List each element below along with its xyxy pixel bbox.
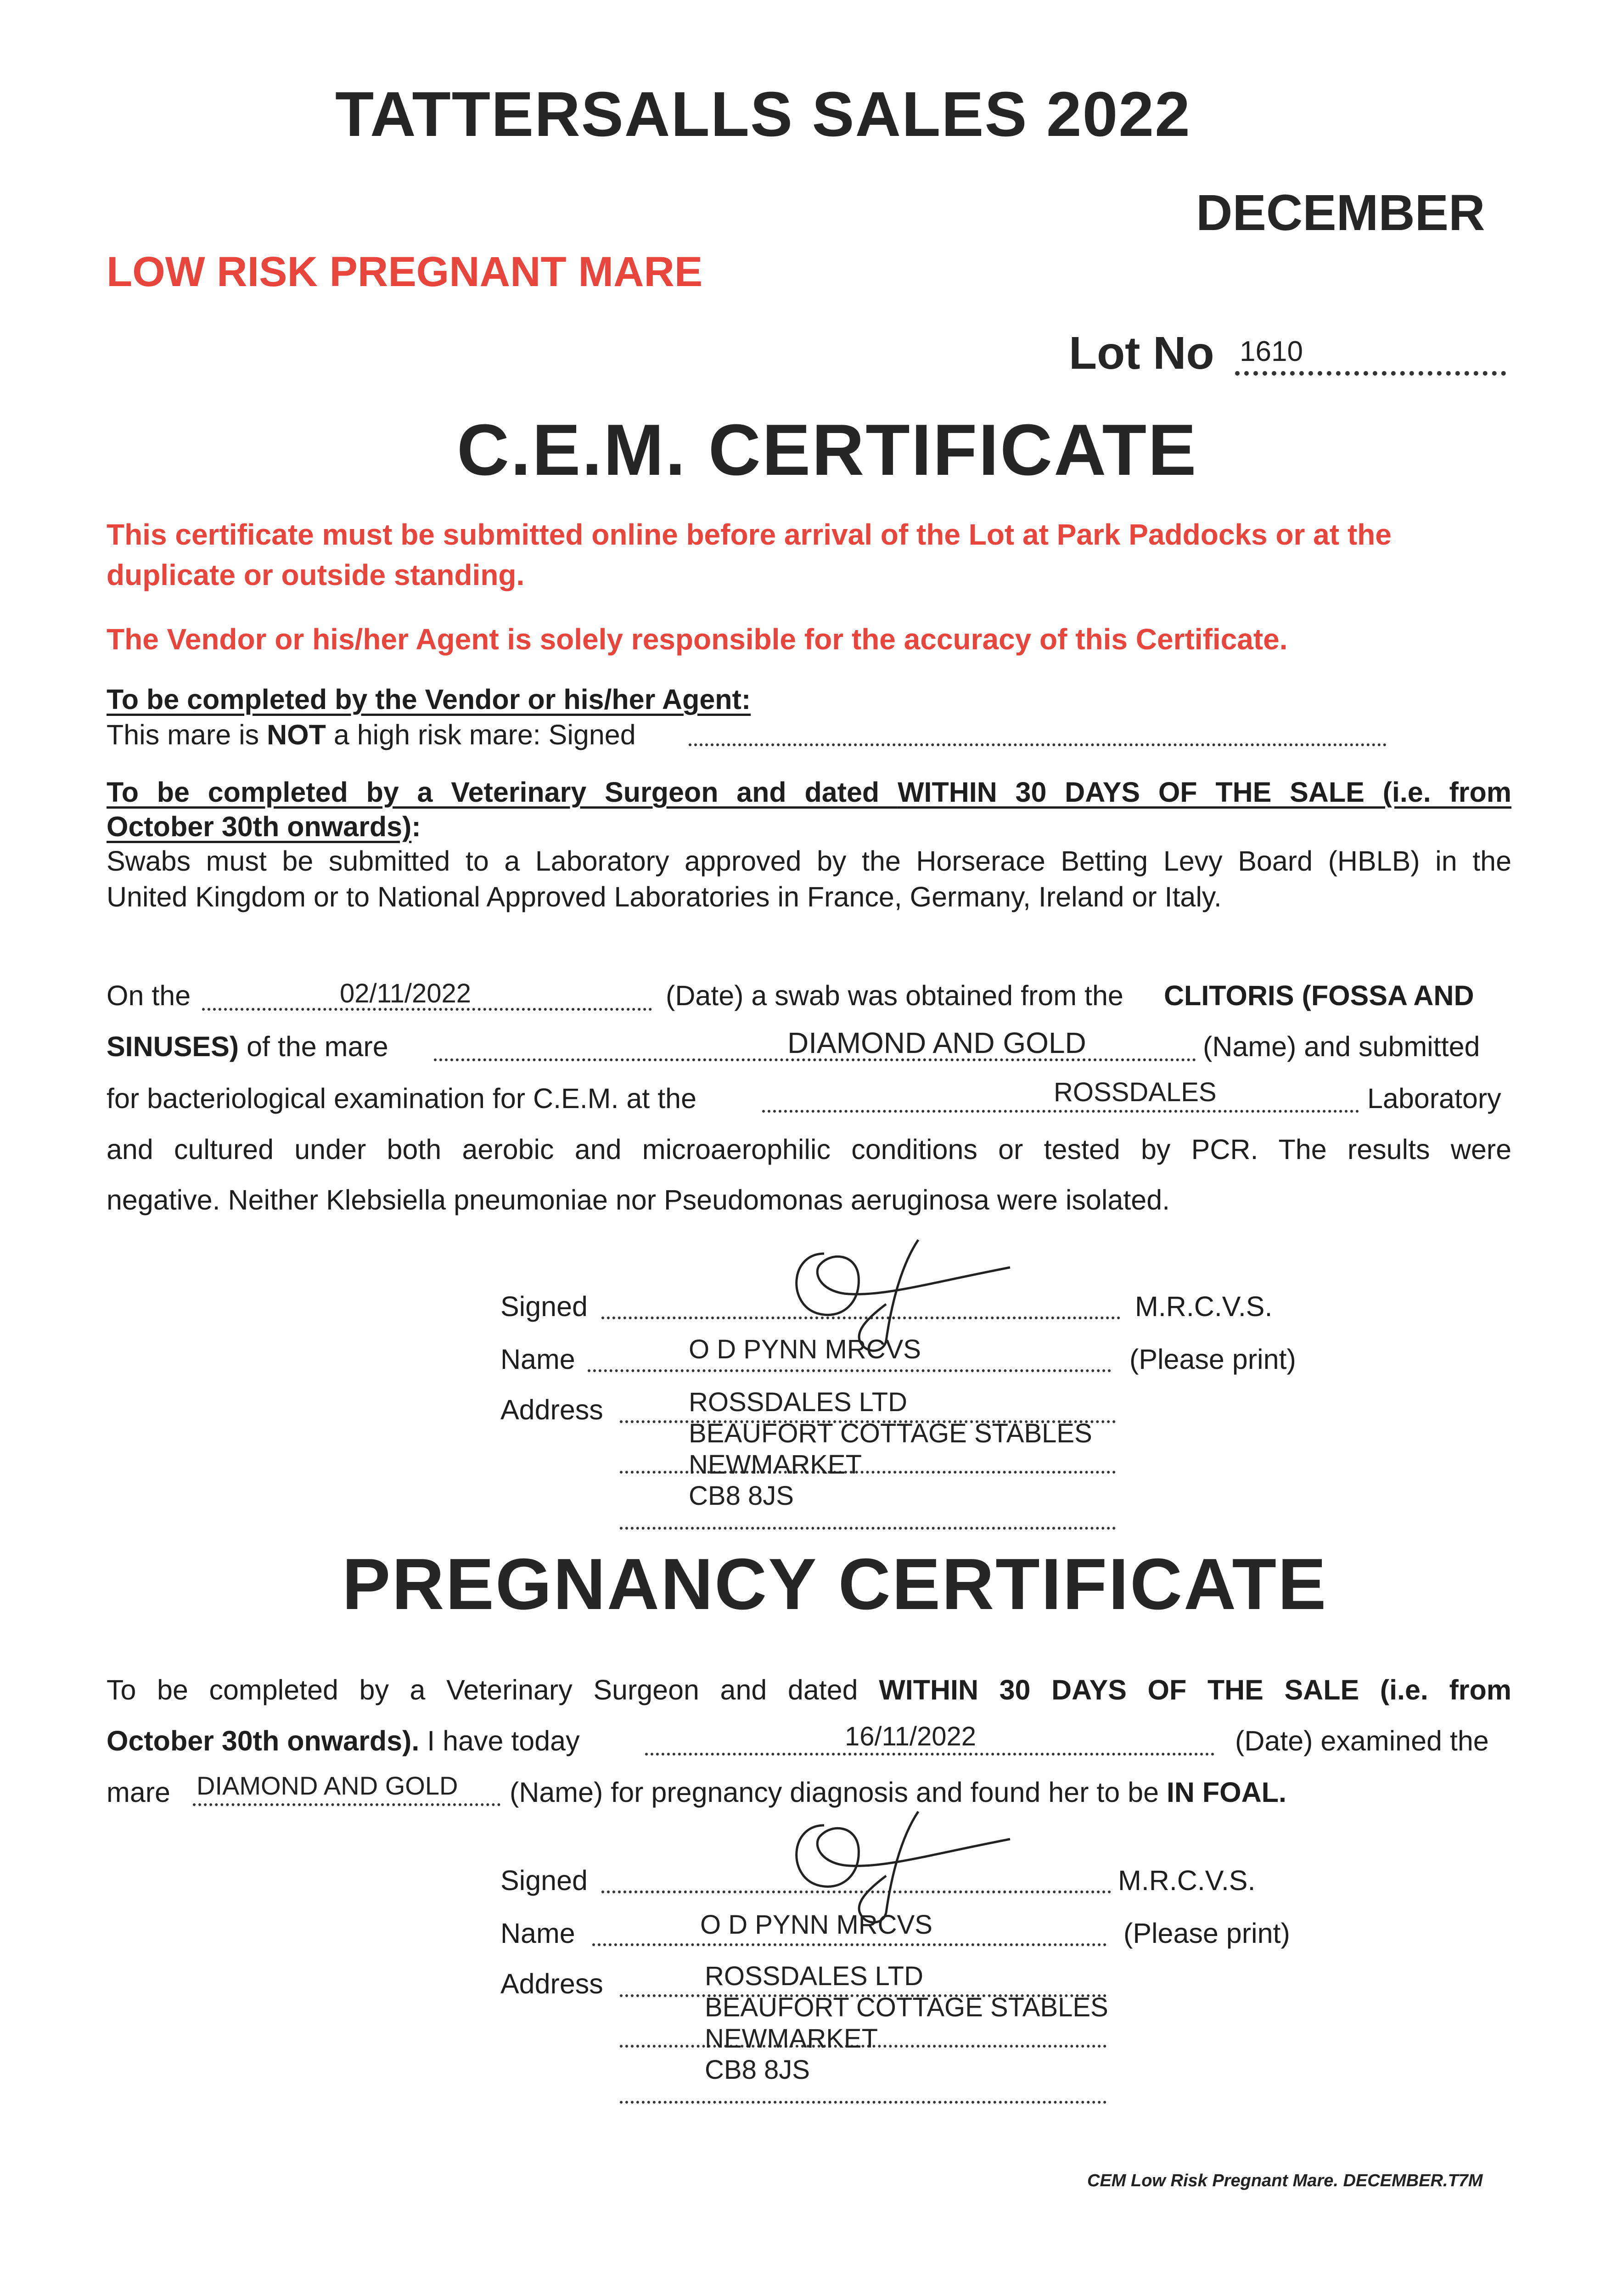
- preg-address-dots-3: [620, 2098, 1106, 2106]
- vendor-statement-pre: This mare is: [107, 719, 267, 750]
- cem-lab-after: Laboratory: [1367, 1083, 1501, 1114]
- preg-vet-name-dots: [592, 1940, 1106, 1948]
- preg-diagnosis-line: (Name) for pregnancy diagnosis and found her to be IN FOAL.: [510, 1777, 1286, 1808]
- preg-address-line-1: ROSSDALES LTD: [705, 1961, 923, 1991]
- cem-address-label: Address: [500, 1394, 603, 1425]
- cem-mrcvs: M.R.C.V.S.: [1135, 1291, 1273, 1322]
- vendor-signature-dots: [689, 740, 1387, 748]
- swab-note-line-2: United Kingdom or to National Approved Laboratories in France, Germany, Ireland or Italy.: [107, 881, 1222, 912]
- vet-heading: [107, 776, 1511, 808]
- vendor-heading: To be completed by the Vendor or his/her Agent:: [107, 684, 751, 715]
- cem-vet-name: O D PYNN MRCVS: [689, 1334, 921, 1364]
- cem-mare-line: SINUSES) of the mare: [107, 1031, 388, 1062]
- vendor-statement: [107, 719, 636, 751]
- sale-month: DECEMBER: [1196, 185, 1485, 241]
- preg-address-label: Address: [500, 1968, 603, 1999]
- preg-mare-label: mare: [107, 1777, 170, 1808]
- cem-address-line-4: CB8 8JS: [689, 1481, 794, 1511]
- preg-address-line-2: BEAUFORT COTTAGE STABLES: [705, 1992, 1108, 2022]
- preg-line-2: October 30th onwards). I have today: [107, 1725, 580, 1756]
- cem-notice-online: This certificate must be submitted online before arrival of the Lot at Park Paddocks or at the duplicate or outside standing.: [107, 518, 1392, 591]
- preg-signed-label: Signed: [500, 1865, 588, 1896]
- preg-please-print: (Please print): [1123, 1918, 1290, 1949]
- preg-name-label: Name: [500, 1918, 575, 1949]
- preg-vet-name: O D PYNN MRCVS: [700, 1910, 932, 1940]
- preg-name-dots: [193, 1800, 500, 1808]
- lot-dots: [1235, 370, 1506, 378]
- preg-mrcvs: M.R.C.V.S.: [1118, 1865, 1256, 1896]
- cem-laboratory: ROSSDALES: [1054, 1077, 1217, 1107]
- preg-line-1: To be completed by a Veterinary Surgeon and dated WITHIN 30 DAYS OF THE SALE (i.e. from: [107, 1674, 1511, 1705]
- cem-address-line-2: BEAUFORT COTTAGE STABLES: [689, 1418, 1092, 1448]
- preg-exam-date: 16/11/2022: [845, 1722, 976, 1751]
- risk-label: LOW RISK PREGNANT MARE: [107, 248, 703, 295]
- cem-after-date: (Date) a swab was obtained from the: [666, 980, 1123, 1011]
- cem-signed-label: Signed: [500, 1291, 588, 1322]
- cem-on-the: On the: [107, 980, 191, 1011]
- cem-after-name: (Name) and submitted: [1203, 1031, 1480, 1062]
- preg-address: [705, 1961, 1108, 2086]
- cem-negative-line: negative. Neither Klebsiella pneumoniae nor Pseudomonas aeruginosa were isolated.: [107, 1184, 1170, 1216]
- cem-address: [689, 1387, 1092, 1512]
- sale-title: TATTERSALLS SALES 2022: [335, 79, 1191, 150]
- cem-mare-name: DIAMOND AND GOLD: [787, 1026, 1086, 1059]
- vendor-statement-not: NOT: [267, 719, 326, 750]
- cem-culture-line: and cultured under both aerobic and microaerophilic conditions or tested by PCR. The results were: [107, 1134, 1511, 1165]
- cem-title: C.E.M. CERTIFICATE: [457, 410, 1198, 490]
- cem-address-line-1: ROSSDALES LTD: [689, 1387, 907, 1417]
- preg-after-date: (Date) examined the: [1235, 1725, 1489, 1756]
- vendor-statement-post: a high risk mare: Signed: [326, 719, 636, 750]
- cem-vet-name-dots: [588, 1366, 1111, 1374]
- vet-heading-line-2: October 30th onwards):: [107, 811, 421, 842]
- footer-reference: CEM Low Risk Pregnant Mare. DECEMBER.T7M: [1087, 2171, 1483, 2190]
- pregnancy-title: PREGNANCY CERTIFICATE: [342, 1544, 1328, 1625]
- preg-address-line-4: CB8 8JS: [705, 2055, 810, 2085]
- preg-address-line-3: NEWMARKET: [705, 2024, 878, 2054]
- cem-clitoris: CLITORIS (FOSSA AND: [1164, 980, 1474, 1011]
- cem-lab-dots: [762, 1107, 1359, 1115]
- lot-label: Lot No: [1069, 327, 1214, 379]
- cem-please-print: (Please print): [1129, 1344, 1296, 1375]
- cem-address-dots-3: [620, 1524, 1116, 1532]
- cem-name-label: Name: [500, 1344, 575, 1375]
- vet-heading-line-1: To be completed by a Veterinary Surgeon and dated WITHIN 30 DAYS OF THE SALE (i.e. from: [107, 777, 1511, 808]
- cem-address-line-3: NEWMARKET: [689, 1450, 862, 1480]
- cem-swab-date: 02/11/2022: [340, 979, 471, 1008]
- cem-lab-line: for bacteriological examination for C.E.M. at the: [107, 1083, 696, 1114]
- cem-notice-responsibility: The Vendor or his/her Agent is solely responsible for the accuracy of this Certificate.: [107, 623, 1288, 656]
- preg-mare-name: DIAMOND AND GOLD: [197, 1771, 458, 1800]
- lot-number: 1610: [1240, 336, 1303, 367]
- swab-note-line-1: Swabs must be submitted to a Laboratory approved by the Horserace Betting Levy Board (HBLB) in the: [107, 845, 1511, 877]
